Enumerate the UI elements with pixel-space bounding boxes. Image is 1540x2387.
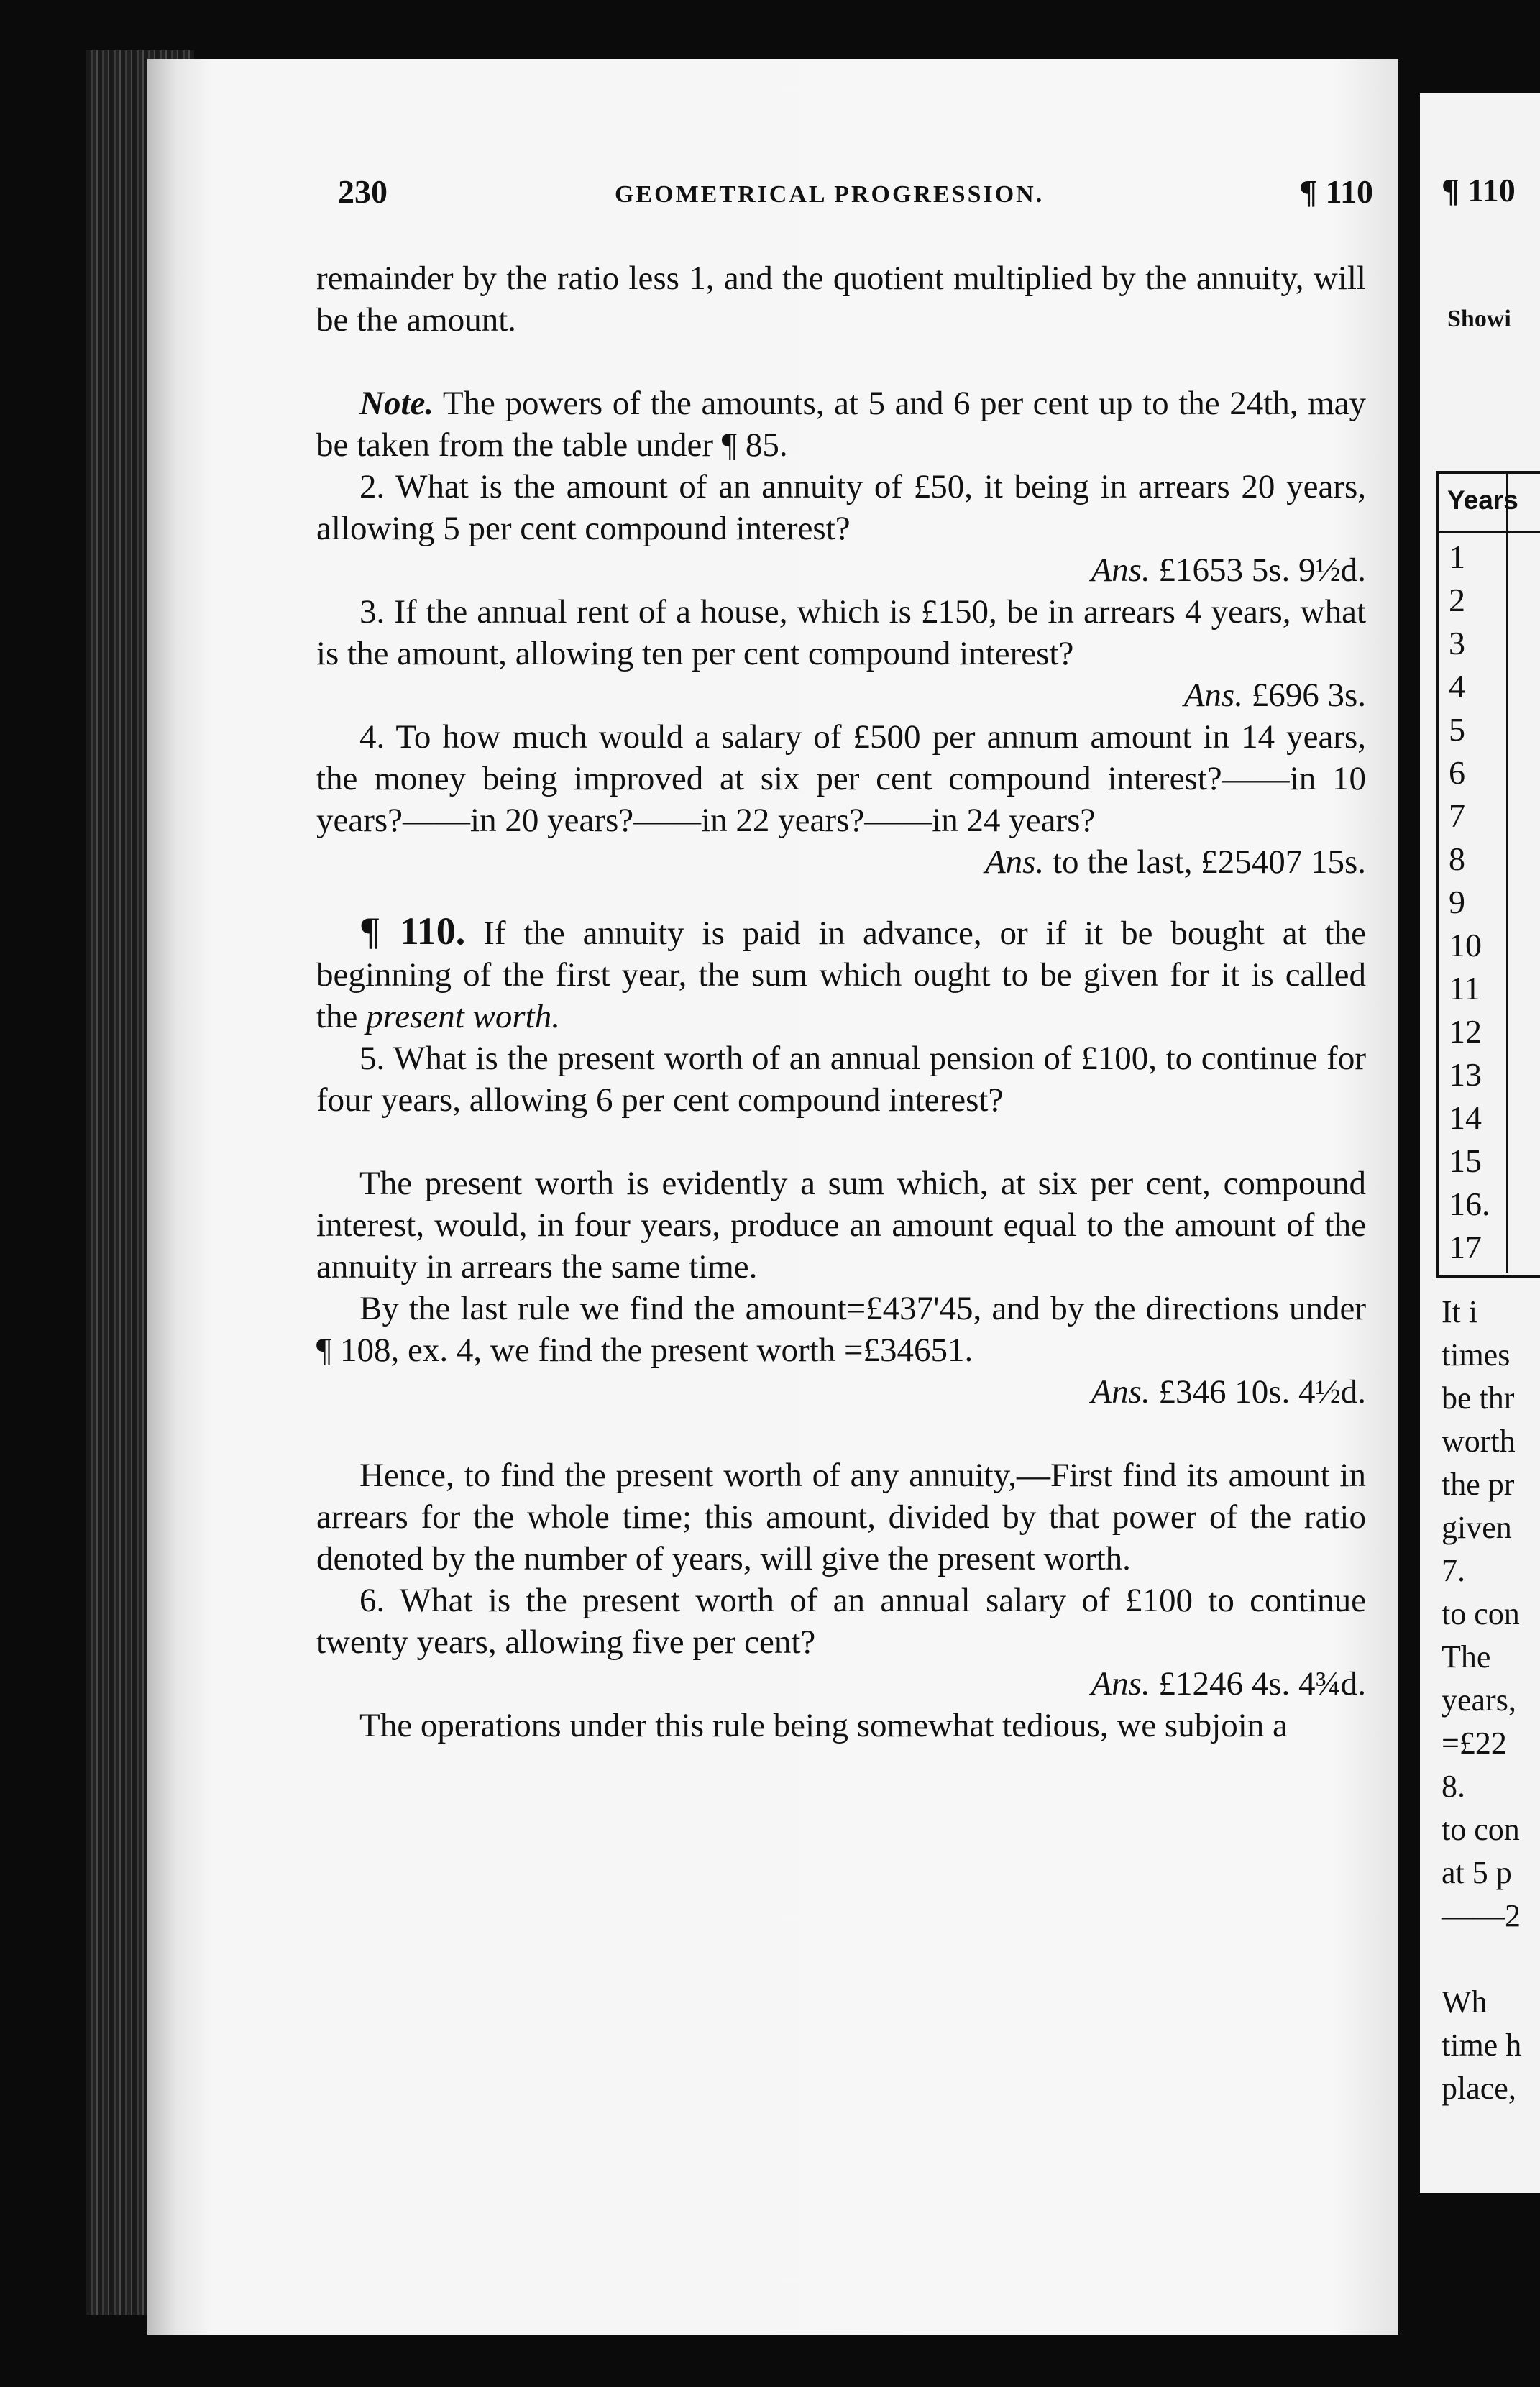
note-label: Note. xyxy=(359,385,434,422)
year-cell: 5 xyxy=(1449,711,1465,748)
page-number: 230 xyxy=(338,173,388,210)
text-line: given xyxy=(1442,1510,1512,1545)
text-line: be thr xyxy=(1442,1380,1515,1416)
answer-value: £1246 4s. 4¾d. xyxy=(1158,1665,1366,1703)
text-line: worth xyxy=(1442,1424,1516,1459)
answer-value: £1653 5s. 9½d. xyxy=(1158,551,1366,589)
page-header xyxy=(338,173,1373,230)
text-line: ——2 xyxy=(1442,1898,1521,1933)
text-line: years, xyxy=(1442,1682,1516,1718)
paragraph-110-number: ¶ 110. xyxy=(359,910,466,953)
note-text: The powers of the amounts, at 5 and 6 per cent up to the 24th, may be taken from the table under ¶ 85. xyxy=(316,385,1366,464)
text-line: time h xyxy=(1442,2028,1522,2063)
year-cell: 1 xyxy=(1449,539,1465,575)
year-cell: 6 xyxy=(1449,754,1465,791)
page-body xyxy=(316,257,1366,1746)
closing-paragraph: The operations under this rule being somewhat tedious, we subjoin a xyxy=(359,1707,1288,1744)
answer-label: Ans. xyxy=(1091,1665,1150,1703)
year-cell: 16. xyxy=(1449,1186,1490,1222)
text-line: Wh xyxy=(1442,1984,1488,2020)
year-cell: 4 xyxy=(1449,668,1465,705)
year-cell: 15 xyxy=(1449,1142,1482,1179)
section-reference: ¶ 110 xyxy=(1299,173,1373,210)
right-page-fragment xyxy=(1420,93,1540,2193)
answer-label: Ans. xyxy=(1091,1373,1150,1411)
answer-value: £696 3s. xyxy=(1251,677,1366,714)
year-cell: 2 xyxy=(1449,582,1465,618)
question-3: 3. If the annual rent of a house, which is £150, be in arrears 4 years, what is the amount, allowing ten per cent compound interest? xyxy=(316,593,1366,672)
text-line: 7. xyxy=(1442,1553,1465,1588)
years-column xyxy=(1449,536,1490,1269)
question-2: 2. What is the amount of an annuity of £50, it being in arrears 20 years, allowing 5 per cent compound interest? xyxy=(316,468,1366,547)
text-line: =£22 xyxy=(1442,1726,1507,1761)
answer-label: Ans. xyxy=(1183,677,1243,714)
right-page-title: Showi xyxy=(1447,306,1511,332)
text-line: place, xyxy=(1442,2071,1516,2106)
year-cell: 17 xyxy=(1449,1229,1482,1265)
rule-paragraph: Hence, to find the present worth of any annuity,—First find its amount in arrears for the whole time; this amount, divided by that power of the ratio denoted by the number of years, will give the present worth. xyxy=(316,1457,1366,1577)
text-line: It i xyxy=(1442,1294,1478,1329)
explanation-2: By the last rule we find the amount=£437'45, and by the directions under ¶ 108, ex. 4, we find the present worth =£34651. xyxy=(316,1290,1366,1369)
paragraph-continuation: remainder by the ratio less 1, and the quotient multiplied by the annuity, will be the amount. xyxy=(316,260,1366,339)
question-4: 4. To how much would a salary of £500 per annum amount in 14 years, the money being improved at six per cent compound interest?——in 10 years?——in 20 years?——in 22 years?——in 24 years? xyxy=(316,718,1366,839)
question-5: 5. What is the present worth of an annual pension of £100, to continue for four years, allowing 6 per cent compound interest? xyxy=(316,1040,1366,1119)
answer-2 xyxy=(316,549,1366,591)
term-present-worth: present worth. xyxy=(366,998,560,1035)
text-line: 8. xyxy=(1442,1769,1465,1804)
text-line: to con xyxy=(1442,1596,1520,1631)
answer-3 xyxy=(316,674,1366,716)
table-column-rule xyxy=(1506,471,1508,1273)
year-cell: 7 xyxy=(1449,797,1465,834)
answer-value: £346 10s. 4½d. xyxy=(1158,1373,1366,1411)
year-cell: 12 xyxy=(1449,1013,1482,1050)
table-header-years: Years xyxy=(1447,485,1518,515)
year-cell: 10 xyxy=(1449,927,1482,963)
table-header-rule xyxy=(1436,531,1540,533)
year-cell: 14 xyxy=(1449,1099,1482,1136)
text-line: times xyxy=(1442,1337,1511,1373)
year-cell: 11 xyxy=(1449,970,1481,1007)
year-cell: 13 xyxy=(1449,1056,1482,1093)
answer-5 xyxy=(316,1371,1366,1413)
year-cell: 9 xyxy=(1449,884,1465,920)
running-title: GEOMETRICAL PROGRESSION. xyxy=(615,181,1045,208)
note-paragraph xyxy=(316,382,1366,466)
answer-label: Ans. xyxy=(1091,551,1150,589)
answer-value: to the last, £25407 15s. xyxy=(1052,843,1366,881)
text-line: the pr xyxy=(1442,1467,1515,1502)
right-page-text xyxy=(1442,1291,1521,2110)
text-line: The xyxy=(1442,1639,1491,1674)
answer-6 xyxy=(316,1663,1366,1705)
explanation-1: The present worth is evidently a sum which, at six per cent, compound interest, would, in four years, produce an amount equal to the amount of the annuity in arrears the same time. xyxy=(316,1165,1366,1286)
year-cell: 8 xyxy=(1449,840,1465,877)
question-6: 6. What is the present worth of an annual salary of £100 to continue twenty years, allowing five per cent? xyxy=(316,1582,1366,1661)
answer-4 xyxy=(316,841,1366,883)
text-line: at 5 p xyxy=(1442,1855,1512,1890)
right-page-header: ¶ 110 xyxy=(1442,172,1516,209)
paragraph-110-text: If the annuity is paid in advance, or if it be bought at the beginning of the first year, the sum which ought to be given for it is called the xyxy=(316,915,1367,1035)
paragraph-110 xyxy=(316,910,1366,1037)
year-cell: 3 xyxy=(1449,625,1465,661)
text-line xyxy=(1442,1938,1521,1981)
text-line: to con xyxy=(1442,1812,1520,1847)
answer-label: Ans. xyxy=(984,843,1045,881)
